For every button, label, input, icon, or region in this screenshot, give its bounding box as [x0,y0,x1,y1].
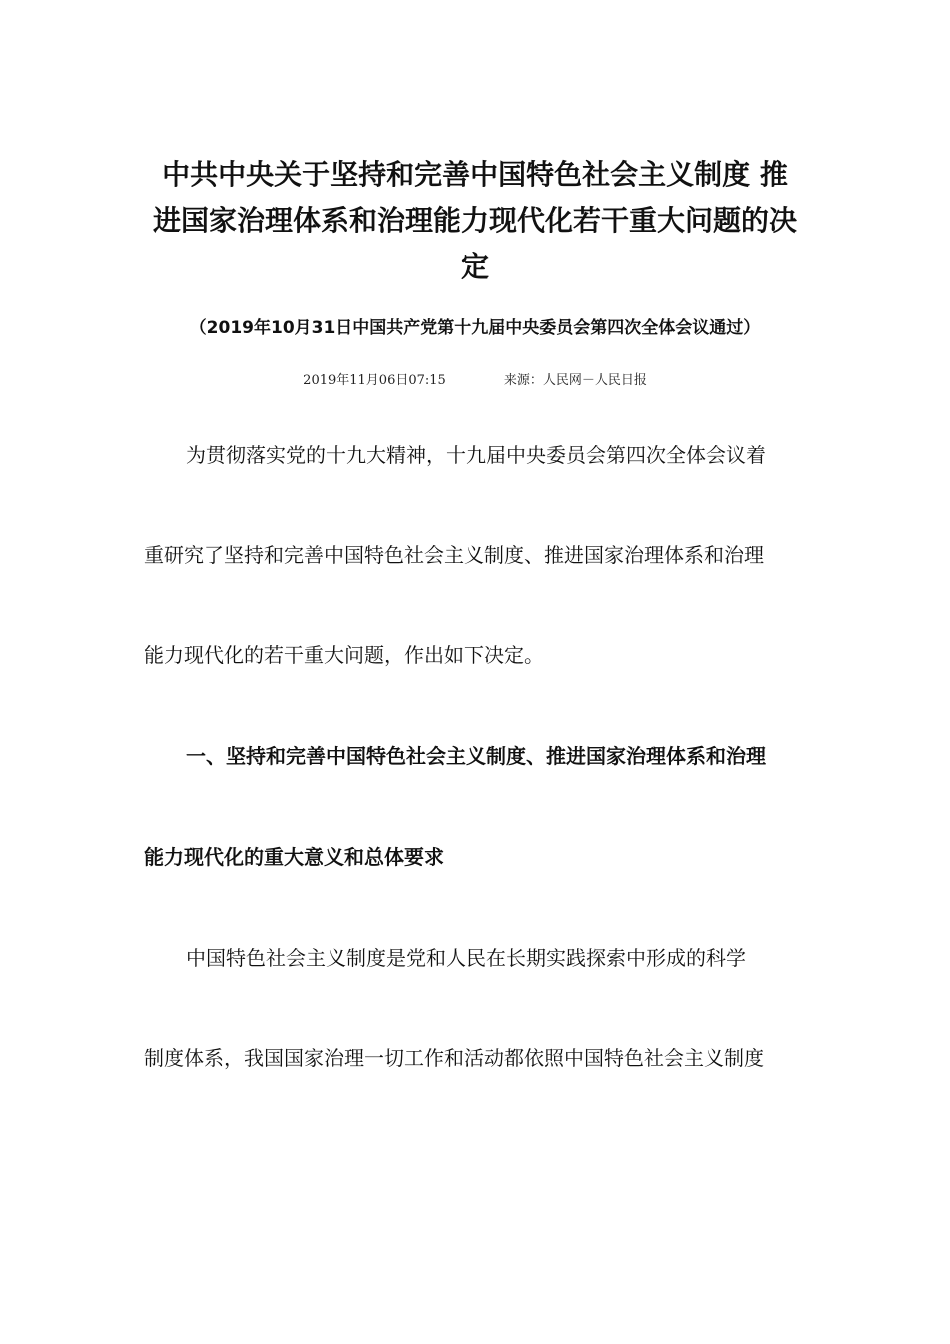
document-title [140,152,810,290]
document-subtitle: （2019年10月31日中国共产党第十九届中央委员会第四次全体会议通过） [189,318,761,338]
body-line-1: 为贯彻落实党的十九大精神，十九届中央委员会第四次全体会议着 [186,443,766,467]
publish-source: 来源：人民网－人民日报 [503,373,647,388]
title-line-1: 中共中央关于坚持和完善中国特色社会主义制度 推 [162,158,788,191]
body-line-3: 能力现代化的若干重大问题，作出如下决定。 [144,643,544,667]
body-line-5: 制度体系，我国国家治理一切工作和活动都依照中国特色社会主义制度 [144,1046,764,1070]
section-heading-line-2: 能力现代化的重大意义和总体要求 [144,845,444,869]
publish-date: 2019年11月06日07:15 [303,373,446,388]
title-line-3: 定 [460,250,489,283]
publication-meta [140,371,810,391]
title-line-2: 进国家治理体系和治理能力现代化若干重大问题的决 [152,204,797,237]
section-heading-line-1: 一、坚持和完善中国特色社会主义制度、推进国家治理体系和治理 [186,744,766,768]
body-line-2: 重研究了坚持和完善中国特色社会主义制度、推进国家治理体系和治理 [144,543,764,567]
body-line-4: 中国特色社会主义制度是党和人民在长期实践探索中形成的科学 [186,946,746,970]
